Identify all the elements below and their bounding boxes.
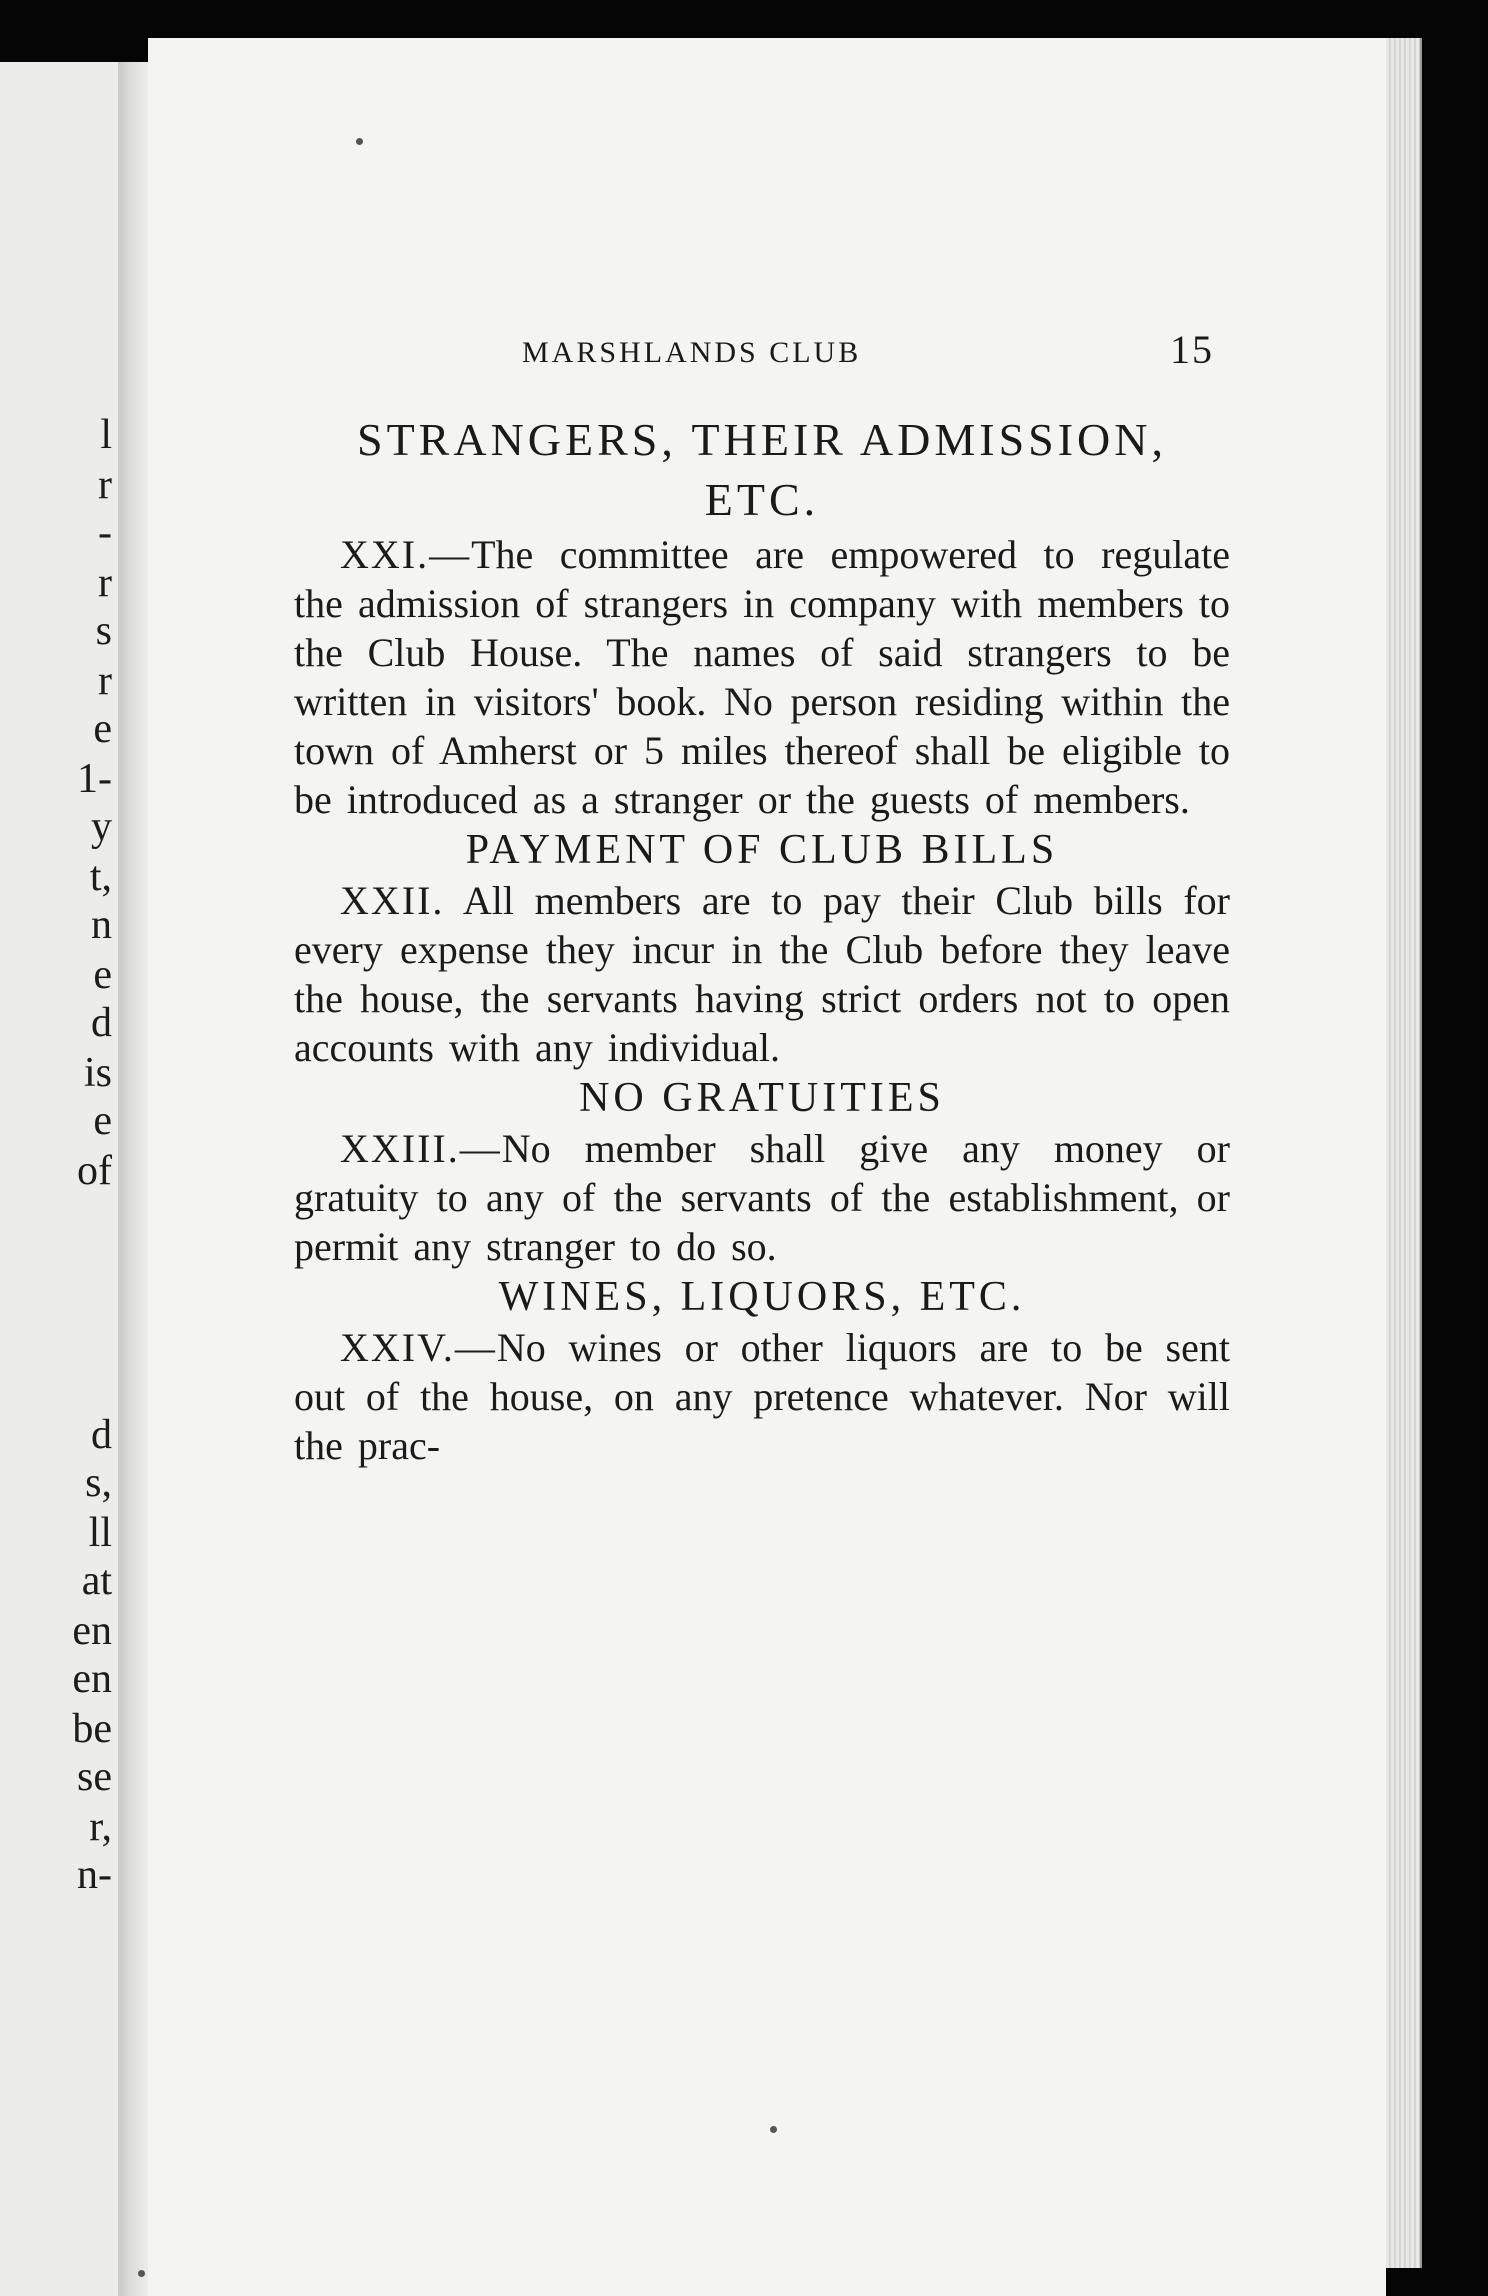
section-heading: WINES, LIQUORS, ETC. [498,1274,1026,1320]
fragment: s [95,608,112,654]
book-gutter [118,62,148,2296]
fragment: d [91,1412,112,1458]
rule-paragraph [294,1124,1230,1271]
fragment: 1- [77,756,112,802]
rule-text: All members are to pay their Club bills for every expense they incur in the Club before they leave the house, the servants having strict orders not to open accounts with any individual. [294,878,1230,1070]
running-title: MARSHLANDS CLUB [522,336,862,369]
page-body [294,410,1230,1470]
rule-paragraph [294,530,1230,824]
rule-number: XXIV.— [340,1325,497,1370]
rule-number: XXIII.— [340,1126,502,1171]
section-heading: STRANGERS, THEIR ADMISSION, ETC. [356,414,1168,525]
rule-paragraph [294,1323,1230,1470]
running-head [374,327,1214,380]
fragment: n- [77,1852,112,1898]
fragment: e [93,952,112,998]
paper-speck [356,138,363,145]
rule-text: No member shall give any money or gratuity to any of the servants of the establishment, or permit any stranger to do so. [294,1126,1230,1269]
section-heading: PAYMENT OF CLUB BILLS [465,827,1059,873]
paper-speck [138,2270,145,2277]
fragment: r [98,462,112,508]
fragment: s, [85,1460,112,1506]
rule-text: The committee are empowered to regulate the admission of strangers in company with members to the Club House. The names of said strangers to be written in visitors' book. No person residing within the town of Amherst or 5 miles thereof shall be eligible to be introduced as a stranger or the guests of members. [294,532,1230,822]
rule-text: No wines or other liquors are to be sent out of the house, on any pretence whatever. Nor will the prac- [294,1325,1230,1468]
fragment: y [91,804,112,850]
fragment: en [72,1608,112,1654]
page-edges [1386,38,1422,2268]
rule-number: XXII. [340,878,445,923]
rule-paragraph [294,876,1230,1072]
paper-speck [770,2126,777,2133]
fragment: ll [88,1510,112,1556]
fragment: t, [89,854,112,900]
fragment: r [98,560,112,606]
fragment: - [98,510,112,556]
fragment: n [91,902,112,948]
fragment: r, [89,1804,112,1850]
previous-page-edge [0,62,118,2296]
fragment: en [72,1656,112,1702]
fragment: e [93,1098,112,1144]
fragment: at [81,1558,112,1604]
fragment: r [98,658,112,704]
section-heading: NO GRATUITIES [579,1075,945,1121]
fragment: be [72,1706,112,1752]
fragment: l [100,412,112,458]
rule-number: XXI.— [340,532,472,577]
fragment: of [77,1148,112,1194]
fragment: d [91,1000,112,1046]
fragment: is [83,1050,112,1096]
page-number: 15 [1170,327,1214,372]
fragment: e [93,706,112,752]
fragment: se [77,1754,112,1800]
